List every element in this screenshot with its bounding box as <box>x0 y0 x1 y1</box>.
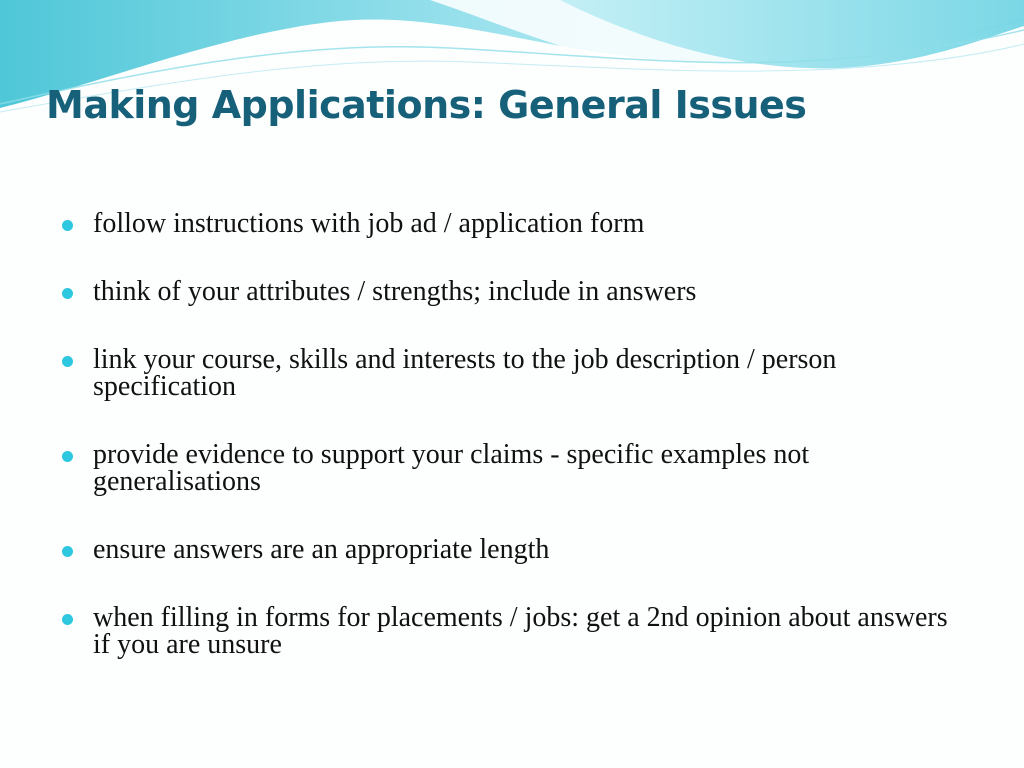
bullet-item <box>60 210 960 237</box>
bullet-list <box>60 210 960 699</box>
bullet-dot-icon <box>62 614 73 625</box>
bullet-text: follow instructions with job ad / application form <box>93 208 645 239</box>
bullet-dot-icon <box>62 220 73 231</box>
bullet-item <box>60 346 960 400</box>
bullet-text: when filling in forms for placements / jobs: get a 2nd opinion about answers if you are unsure <box>93 602 948 660</box>
bullet-item <box>60 441 960 495</box>
bullet-text: provide evidence to support your claims - specific examples not generalisations <box>93 439 810 497</box>
bullet-dot-icon <box>62 546 73 557</box>
bullet-text: link your course, skills and interests to the job description / person specification <box>93 344 837 402</box>
bullet-item <box>60 278 960 305</box>
slide-title: Making Applications: General Issues <box>46 83 807 127</box>
bullet-item <box>60 604 960 658</box>
bullet-text: ensure answers are an appropriate length <box>93 534 550 565</box>
bullet-item <box>60 536 960 563</box>
bullet-dot-icon <box>62 356 73 367</box>
bullet-dot-icon <box>62 451 73 462</box>
bullet-text: think of your attributes / strengths; include in answers <box>93 276 697 307</box>
bullet-dot-icon <box>62 288 73 299</box>
